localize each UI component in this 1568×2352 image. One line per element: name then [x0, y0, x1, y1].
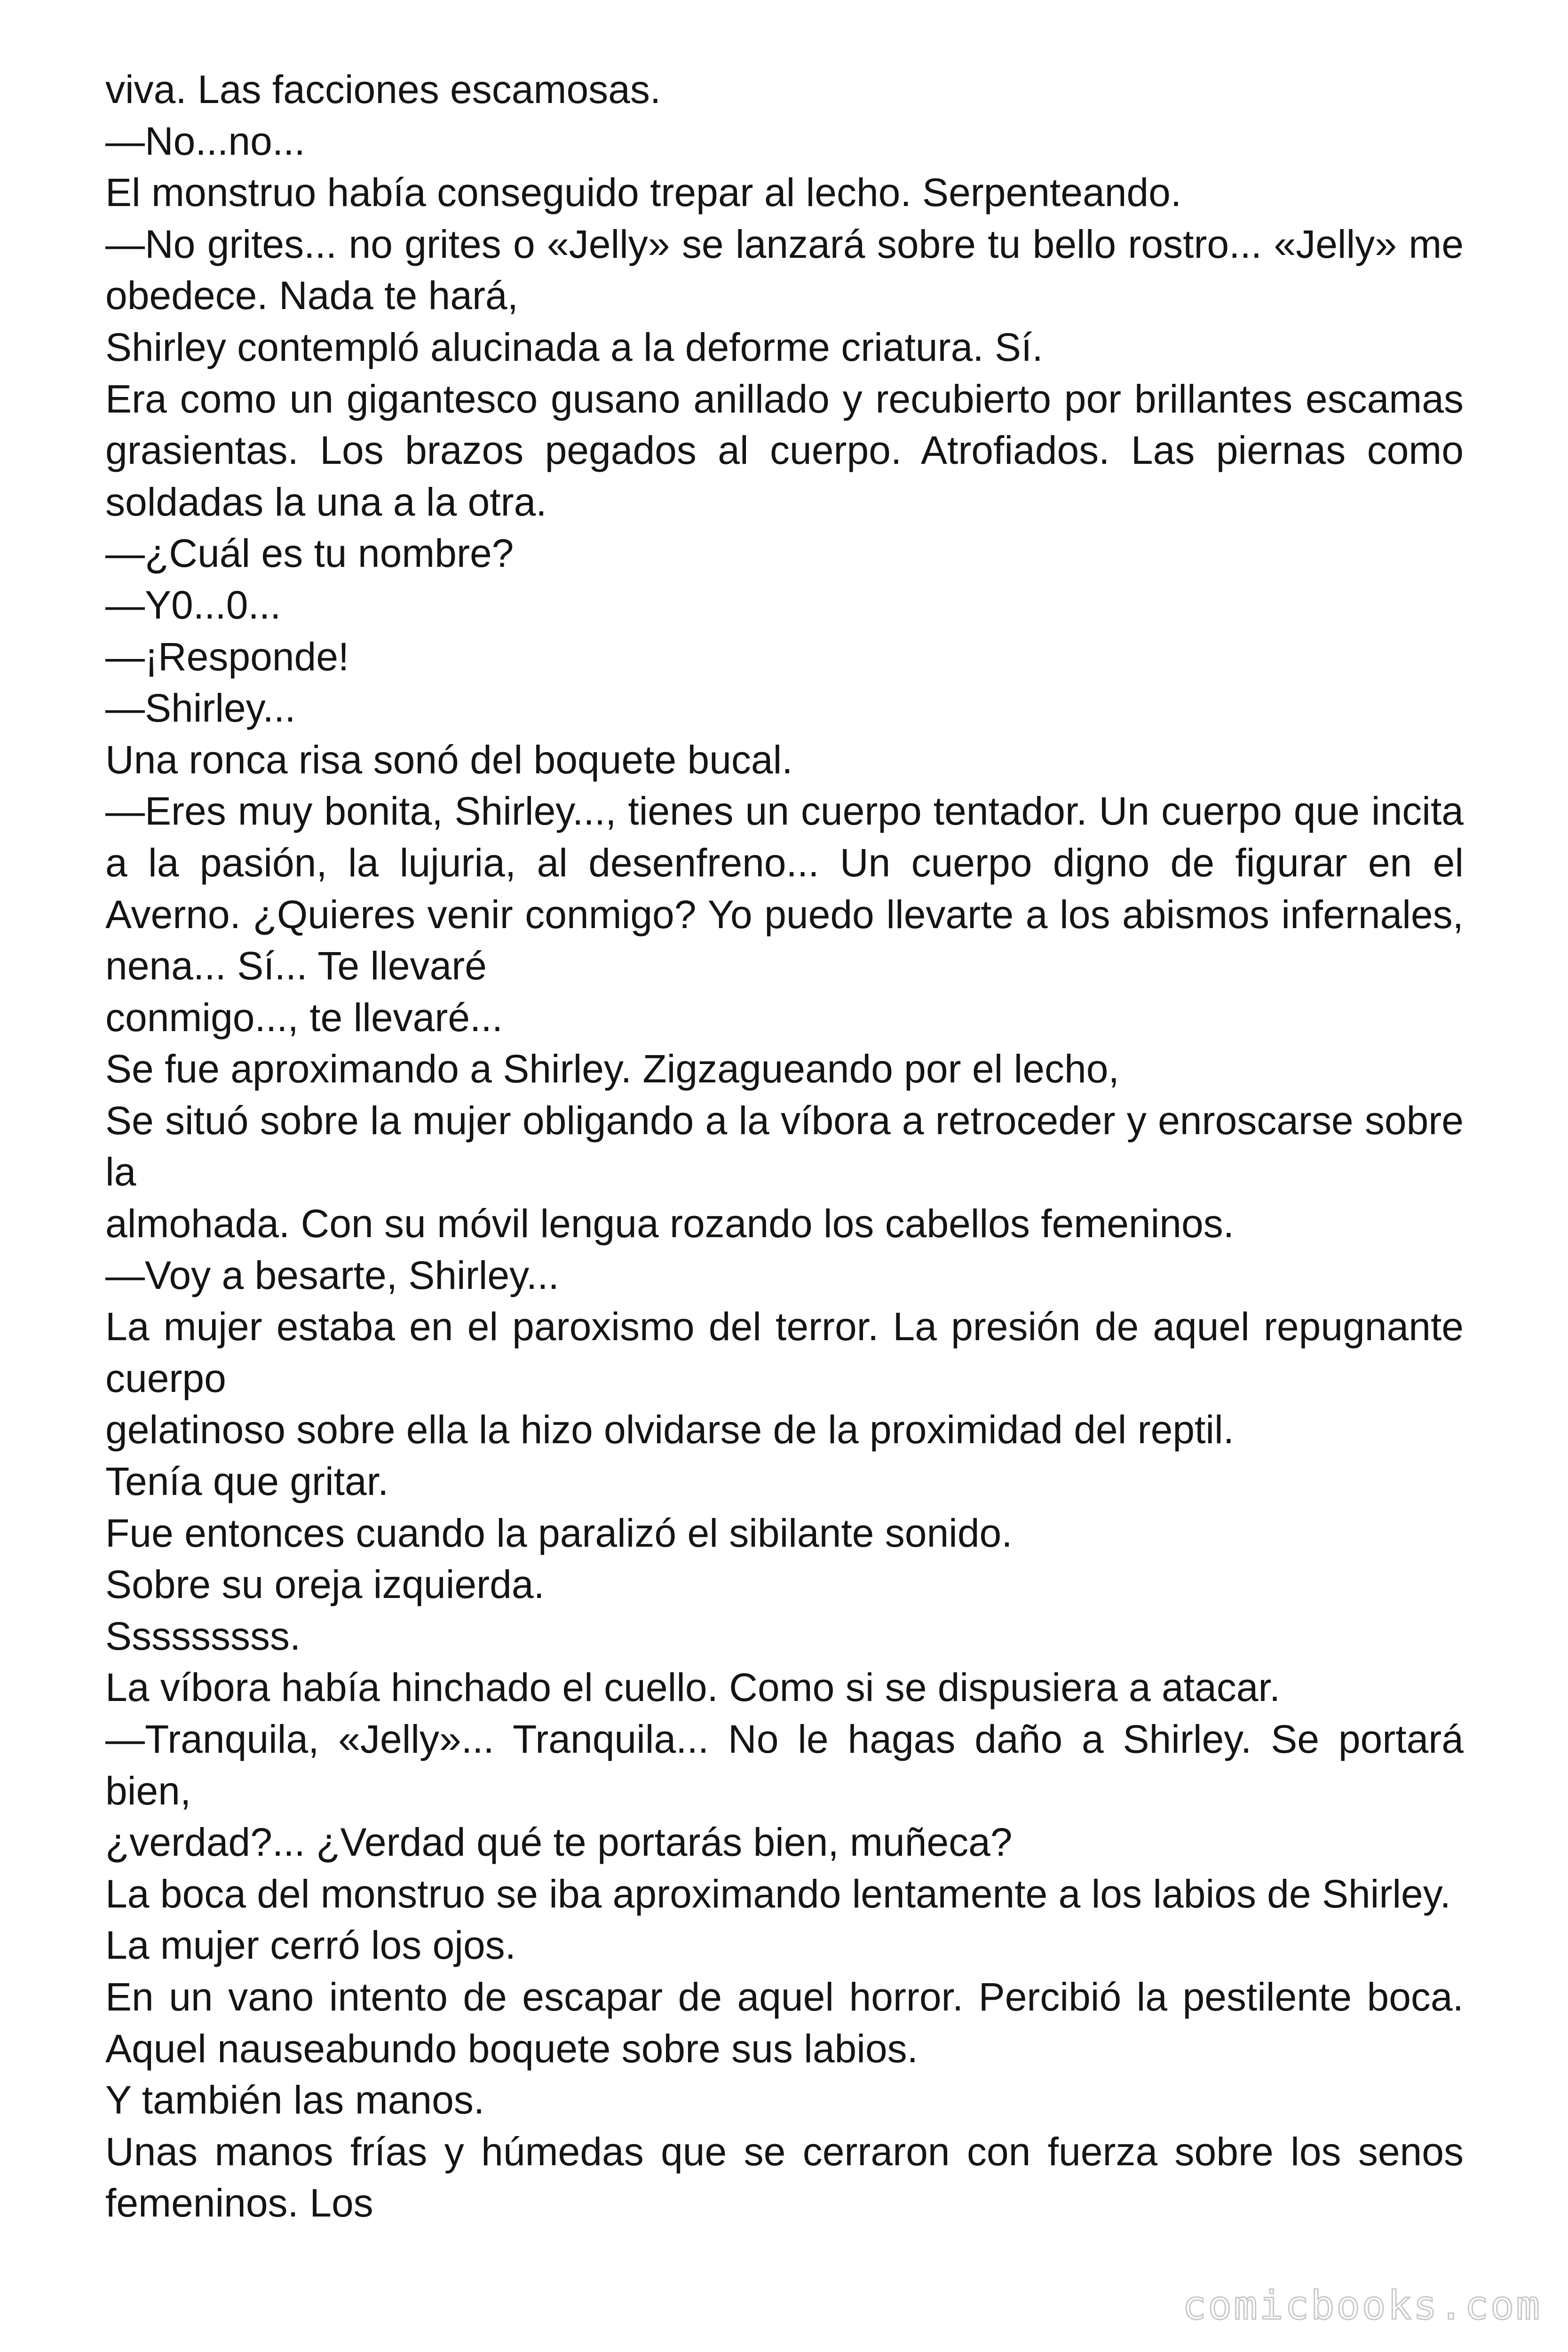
paragraph: El monstruo había conseguido trepar al lecho. Serpenteando.	[105, 170, 1182, 215]
paragraph: —Y0...0...	[105, 582, 281, 627]
paragraph: La boca del monstruo se iba aproximando lentamente a los labios de Shirley.	[105, 1871, 1451, 1916]
paragraph: Una ronca risa sonó del boquete bucal.	[105, 737, 793, 782]
paragraph: La mujer cerró los ojos.	[105, 1923, 516, 1968]
paragraph: La víbora había hinchado el cuello. Como si se dispusiera a atacar.	[105, 1665, 1281, 1710]
paragraph: —Shirley...	[105, 686, 296, 731]
paragraph: Sssssssss.	[105, 1613, 301, 1658]
paragraph: Era como un gigantesco gusano anillado y recubierto por brillantes escamas grasientas. Los brazos pegados al cuerpo. Atrofiados. Las piernas como soldadas la una a la otra.	[105, 376, 1464, 524]
paragraph: conmigo..., te llevaré...	[105, 995, 503, 1040]
paragraph: Se situó sobre la mujer obligando a la víbora a retroceder y enroscarse sobre la	[105, 1098, 1464, 1194]
paragraph: gelatinoso sobre ella la hizo olvidarse de la proximidad del reptil.	[105, 1407, 1235, 1452]
paragraph: Y también las manos.	[105, 2078, 485, 2122]
paragraph: Fue entonces cuando la paralizó el sibilante sonido.	[105, 1510, 1013, 1555]
paragraph: —No...no...	[105, 119, 305, 163]
paragraph: La mujer estaba en el paroxismo del terror. La presión de aquel repugnante cuerpo	[105, 1304, 1464, 1400]
paragraph: ¿verdad?... ¿Verdad qué te portarás bien, muñeca?	[105, 1820, 1013, 1865]
watermark: comicbooks.com	[1182, 2282, 1542, 2328]
paragraph: —Eres muy bonita, Shirley..., tienes un cuerpo tentador. Un cuerpo que incita a la pasión, la lujuria, al desenfreno... Un cuerpo digno de figurar en el Averno. ¿Quieres venir conmigo? Yo puedo llevarte a los abismos infernales, nena... Sí... Te llevaré	[105, 789, 1464, 988]
paragraph: —¿Cuál es tu nombre?	[105, 531, 514, 576]
paragraph: Unas manos frías y húmedas que se cerraron con fuerza sobre los senos femeninos. Los	[105, 2129, 1464, 2225]
paragraph: —Tranquila, «Jelly»... Tranquila... No le hagas daño a Shirley. Se portará bien,	[105, 1717, 1464, 1813]
paragraph: En un vano intento de escapar de aquel horror. Percibió la pestilente boca. Aquel nauseabundo boquete sobre sus labios.	[105, 1974, 1464, 2071]
paragraph: —¡Responde!	[105, 634, 349, 679]
paragraph: viva. Las facciones escamosas.	[105, 67, 661, 111]
paragraph: Se fue aproximando a Shirley. Zigzagueando por el lecho,	[105, 1047, 1119, 1091]
paragraph: almohada. Con su móvil lengua rozando los cabellos femeninos.	[105, 1201, 1235, 1246]
paragraph: Sobre su oreja izquierda.	[105, 1562, 545, 1607]
body-text	[105, 64, 1464, 2229]
paragraph: —Voy a besarte, Shirley...	[105, 1253, 559, 1297]
paragraph: Shirley contempló alucinada a la deforme criatura. Sí.	[105, 325, 1043, 369]
paragraph: Tenía que gritar.	[105, 1459, 389, 1504]
paragraph: —No grites... no grites o «Jelly» se lanzará sobre tu bello rostro... «Jelly» me obedece. Nada te hará,	[105, 222, 1464, 318]
